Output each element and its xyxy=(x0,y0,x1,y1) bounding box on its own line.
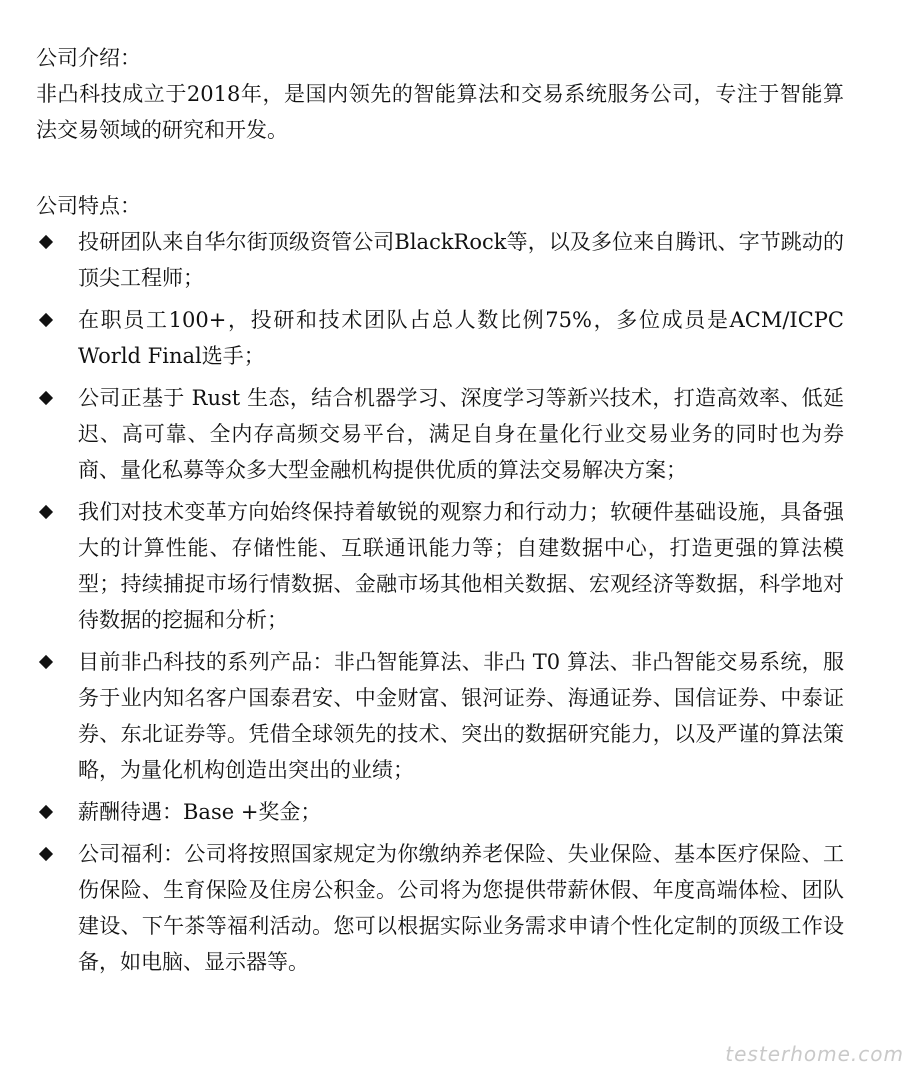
list-item-text: 公司正基于 Rust 生态，结合机器学习、深度学习等新兴技术，打造高效率、低延迟、高可靠、全内存高频交易平台，满足自身在量化行业交易业务的同时也为券商、量化私募等众多大型金融机构提供优质的算法交易解决方案； xyxy=(78,386,844,482)
list-item xyxy=(36,794,844,830)
diamond-bullet-icon xyxy=(36,836,56,872)
list-item xyxy=(36,380,844,488)
document-body xyxy=(36,40,844,986)
list-item-text: 在职员工100+，投研和技术团队占总人数比例75%，多位成员是ACM/ICPC World Final选手； xyxy=(78,308,844,368)
diamond-bullet-icon xyxy=(36,794,56,830)
section-spacer xyxy=(36,148,844,188)
features-heading: 公司特点： xyxy=(36,194,141,218)
diamond-bullet-icon xyxy=(36,644,56,680)
watermark: testerhome.com xyxy=(725,1042,904,1066)
diamond-bullet-icon xyxy=(36,494,56,530)
intro-heading: 公司介绍： xyxy=(36,46,141,70)
diamond-bullet-icon xyxy=(36,380,56,416)
intro-paragraph: 非凸科技成立于2018年，是国内领先的智能算法和交易系统服务公司，专注于智能算法交易领域的研究和开发。 xyxy=(36,82,844,142)
list-item-text: 目前非凸科技的系列产品：非凸智能算法、非凸 T0 算法、非凸智能交易系统，服务于业内知名客户国泰君安、中金财富、银河证券、海通证券、国信证券、中泰证券、东北证券等。凭借全球领先的技术、突出的数据研究能力，以及严谨的算法策略，为量化机构创造出突出的业绩； xyxy=(78,650,844,782)
list-item xyxy=(36,224,844,296)
list-item-text: 我们对技术变革方向始终保持着敏锐的观察力和行动力；软硬件基础设施，具备强大的计算性能、存储性能、互联通讯能力等；自建数据中心，打造更强的算法模型；持续捕捉市场行情数据、金融市场其他相关数据、宏观经济等数据，科学地对待数据的挖掘和分析； xyxy=(78,500,844,632)
list-item-text: 公司福利：公司将按照国家规定为你缴纳养老保险、失业保险、基本医疗保险、工伤保险、生育保险及住房公积金。公司将为您提供带薪休假、年度高端体检、团队建设、下午茶等福利活动。您可以根据实际业务需求申请个性化定制的顶级工作设备，如电脑、显示器等。 xyxy=(78,842,844,974)
diamond-bullet-icon xyxy=(36,302,56,338)
list-item-text: 薪酬待遇：Base +奖金； xyxy=(78,800,322,824)
list-item xyxy=(36,836,844,980)
list-item-text: 投研团队来自华尔街顶级资管公司BlackRock等，以及多位来自腾讯、字节跳动的顶尖工程师； xyxy=(78,230,844,290)
diamond-bullet-icon xyxy=(36,224,56,260)
features-list xyxy=(36,224,844,980)
list-item xyxy=(36,644,844,788)
list-item xyxy=(36,494,844,638)
list-item xyxy=(36,302,844,374)
